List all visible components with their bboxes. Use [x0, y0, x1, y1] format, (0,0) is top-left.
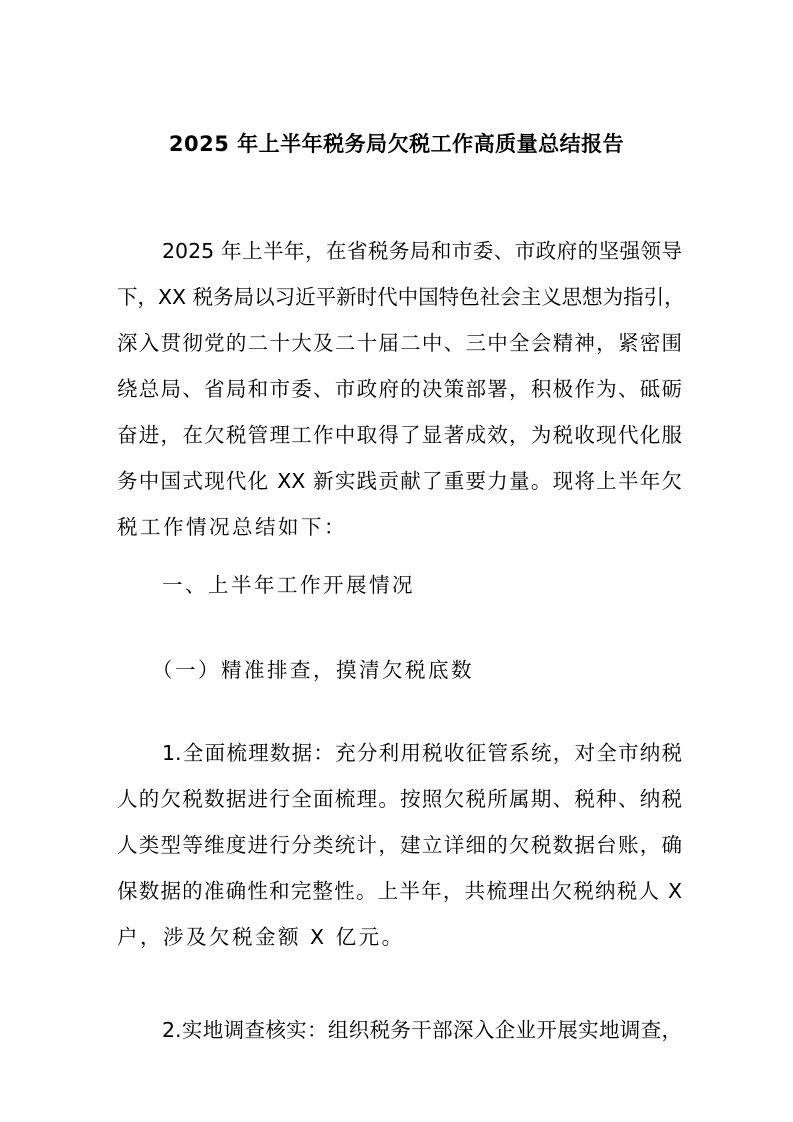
item2-line-1: 2.实地调查核实：组织税务干部深入企业开展实地调查， — [162, 1018, 682, 1042]
intro-line-3: 深入贯彻党的二十大及二十届二中、三中全会精神，紧密围 — [117, 331, 682, 355]
intro-line-5: 奋进，在欠税管理工作中取得了显著成效，为税收现代化服 — [117, 423, 682, 447]
item1-line-3: 人类型等维度进行分类统计，建立详细的欠税数据台账，确 — [117, 833, 682, 857]
item1-line-2: 人的欠税数据进行全面梳理。按照欠税所属期、税种、纳税 — [117, 787, 682, 811]
item1-line-5: 户，涉及欠税金额 X 亿元。 — [117, 925, 405, 949]
item1-line-4: 保数据的准确性和完整性。上半年，共梳理出欠税纳税人 X — [117, 879, 682, 903]
intro-line-7: 税工作情况总结如下： — [117, 515, 347, 539]
intro-line-4: 绕总局、省局和市委、市政府的决策部署，积极作为、砥砺 — [117, 377, 682, 401]
section-heading: 一、上半年工作开展情况 — [162, 573, 415, 597]
intro-line-1: 2025 年上半年，在省税务局和市委、市政府的坚强领导 — [162, 239, 682, 263]
intro-line-2: 下，XX 税务局以习近平新时代中国特色社会主义思想为指引， — [117, 285, 685, 309]
subsection-heading: （一）精准排查，摸清欠税底数 — [152, 658, 474, 682]
item1-line-1: 1.全面梳理数据：充分利用税收征管系统，对全市纳税 — [162, 741, 682, 765]
document-title: 2025 年上半年税务局欠税工作高质量总结报告 — [168, 132, 625, 156]
intro-line-6: 务中国式现代化 XX 新实践贡献了重要力量。现将上半年欠 — [117, 469, 682, 493]
